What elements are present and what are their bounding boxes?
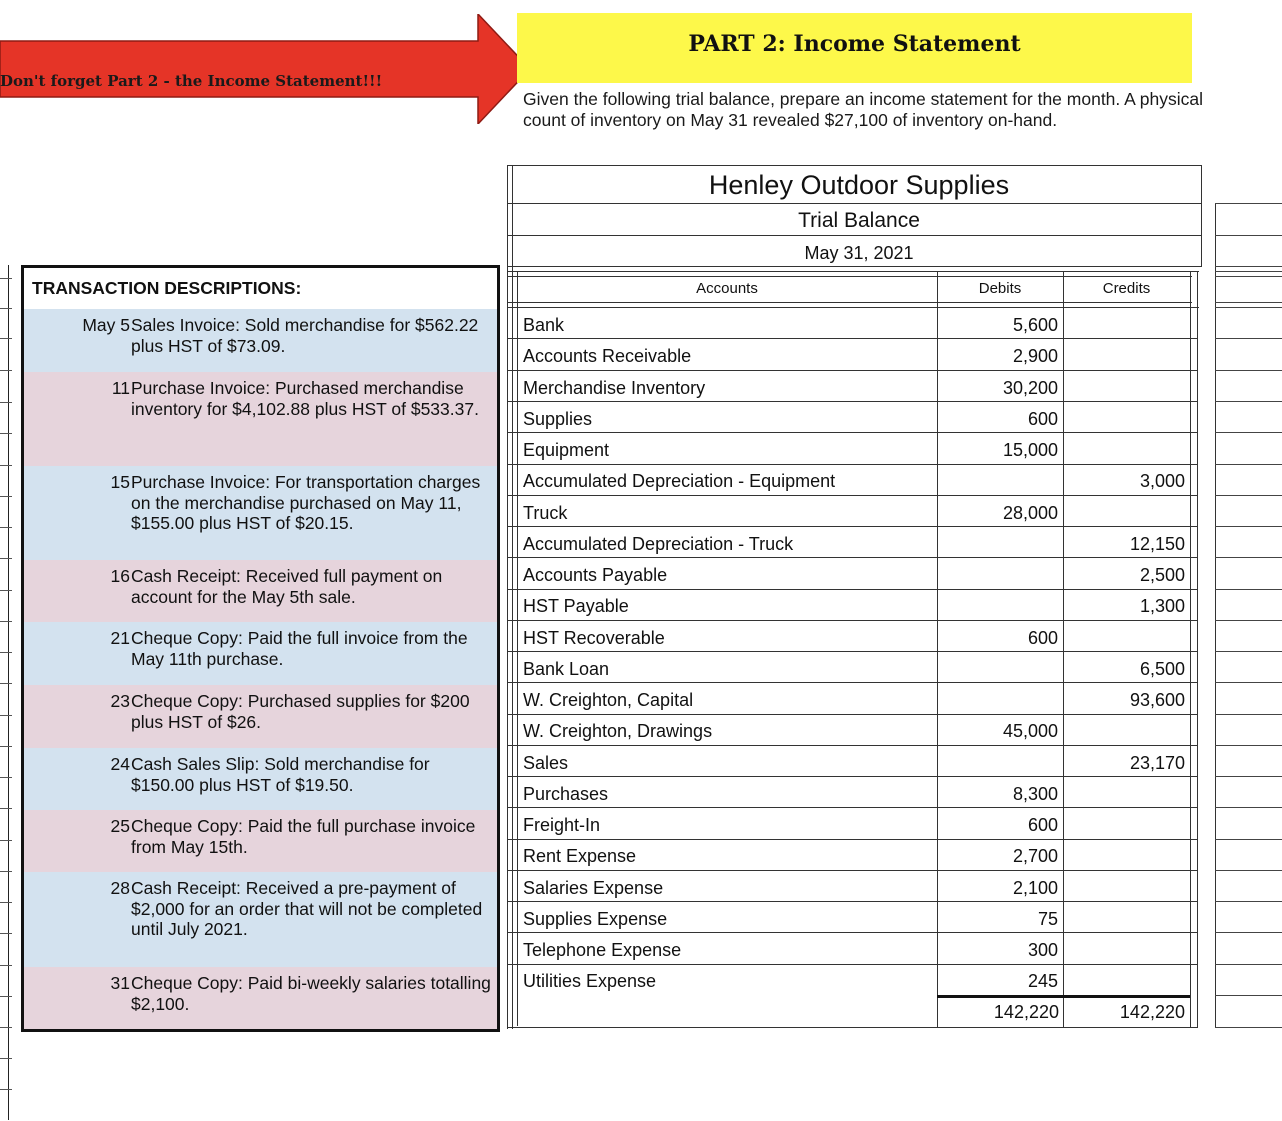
- transaction-text: Cheque Copy: Paid bi-weekly salaries totalling $2,100.: [131, 973, 491, 1014]
- transaction-text: Cheque Copy: Paid the full invoice from the May 11th purchase.: [131, 628, 468, 669]
- transaction-date: May 5: [82, 315, 130, 335]
- transaction-text: Purchase Invoice: Purchased merchandise inventory for $4,102.88 plus HST of $533.37.: [131, 378, 479, 419]
- tb-border-left-inner: [512, 165, 513, 1029]
- account-credit: 23,170: [1129, 753, 1185, 773]
- account-row: [517, 747, 1190, 778]
- account-row: [517, 528, 1190, 559]
- account-debit: 2,700: [1012, 846, 1058, 866]
- account-debit: 8,300: [1012, 784, 1058, 804]
- account-name: Truck: [523, 503, 568, 523]
- account-debit: 600: [1027, 628, 1058, 648]
- account-credit: 2,500: [1139, 565, 1185, 585]
- account-debit: 15,000: [1002, 440, 1058, 460]
- transaction-date: 23: [110, 691, 130, 711]
- account-name: Merchandise Inventory: [523, 378, 706, 398]
- col-debits: Debits: [978, 280, 1022, 297]
- transaction-text: Cheque Copy: Paid the full purchase invoice from May 15th.: [131, 816, 476, 857]
- account-name: Equipment: [523, 440, 610, 460]
- transaction-date: 31: [110, 973, 130, 993]
- transaction-date: 16: [110, 566, 130, 586]
- account-debit: 5,600: [1012, 315, 1058, 335]
- account-row: [517, 590, 1190, 621]
- transaction-text: Cash Receipt: Received full payment on account for the May 5th sale.: [131, 566, 443, 607]
- account-name: W. Creighton, Drawings: [523, 721, 713, 741]
- account-debit: 2,900: [1012, 346, 1058, 366]
- account-name: Supplies: [523, 409, 593, 429]
- account-debit: 245: [1027, 971, 1058, 991]
- account-name: Bank Loan: [523, 659, 610, 679]
- account-credit: 3,000: [1139, 471, 1185, 491]
- account-name: Telephone Expense: [523, 940, 682, 960]
- transaction-text: Purchase Invoice: For transportation charges on the merchandise purchased on May 11, $155.00 plus HST of $20.15.: [131, 472, 481, 533]
- account-name: W. Creighton, Capital: [523, 690, 694, 710]
- account-name: Supplies Expense: [523, 909, 668, 929]
- total-debits: 142,220: [993, 1002, 1059, 1022]
- transaction-text: Sales Invoice: Sold merchandise for $562.22 plus HST of $73.09.: [131, 315, 479, 356]
- total-credits: 142,220: [1119, 1002, 1185, 1022]
- account-row: [517, 622, 1190, 653]
- account-row: [517, 434, 1190, 465]
- account-row: [517, 403, 1190, 434]
- account-name: Accumulated Depreciation - Truck: [523, 534, 794, 554]
- account-name: HST Recoverable: [523, 628, 665, 648]
- account-name: Accounts Receivable: [523, 346, 692, 366]
- transaction-date: 24: [110, 754, 130, 774]
- account-credit: 93,600: [1129, 690, 1185, 710]
- account-debit: 30,200: [1002, 378, 1058, 398]
- account-row: [517, 840, 1190, 871]
- account-row: [517, 903, 1190, 934]
- account-row: [517, 309, 1190, 340]
- transaction-date: 15: [110, 472, 130, 492]
- account-debit: 75: [1037, 909, 1058, 929]
- statement-date: May 31, 2021: [804, 243, 914, 263]
- account-debit: 600: [1027, 409, 1058, 429]
- account-row: [517, 934, 1190, 965]
- account-name: Purchases: [523, 784, 609, 804]
- company-name: Henley Outdoor Supplies: [708, 170, 1010, 200]
- account-row: [517, 778, 1190, 809]
- account-credit: 6,500: [1139, 659, 1185, 679]
- transaction-text: Cheque Copy: Purchased supplies for $200 plus HST of $26.: [131, 691, 470, 732]
- account-row: [517, 715, 1190, 746]
- tb-border-left: [507, 165, 508, 1029]
- account-row: [517, 372, 1190, 403]
- account-name: Bank: [523, 315, 565, 335]
- banner-title: PART 2: Income Statement: [688, 31, 1021, 57]
- account-name: Utilities Expense: [523, 971, 657, 991]
- account-debit: 45,000: [1002, 721, 1058, 741]
- transaction-text: Cash Sales Slip: Sold merchandise for $150.00 plus HST of $19.50.: [131, 754, 430, 795]
- account-debit: 2,100: [1012, 878, 1058, 898]
- account-credit: 1,300: [1139, 596, 1185, 616]
- col-accounts: Accounts: [696, 280, 758, 297]
- account-name: Freight-In: [523, 815, 601, 835]
- transaction-text: Cash Receipt: Received a pre-payment of $2,000 for an order that will not be completed until July 2021.: [131, 878, 483, 939]
- transactions-heading: TRANSACTION DESCRIPTIONS:: [32, 278, 302, 298]
- account-row: [517, 872, 1190, 903]
- col-credits: Credits: [1102, 280, 1151, 297]
- account-row: [517, 653, 1190, 684]
- account-row: [517, 965, 1190, 996]
- transaction-date: 21: [110, 628, 130, 648]
- account-debit: 300: [1027, 940, 1058, 960]
- account-row: [517, 809, 1190, 840]
- account-name: Salaries Expense: [523, 878, 664, 898]
- account-name: Accumulated Depreciation - Equipment: [523, 471, 836, 491]
- account-debit: 28,000: [1002, 503, 1058, 523]
- reminder-text: Don't forget Part 2 - the Income Statement!!!: [0, 72, 383, 90]
- statement-title: Trial Balance: [798, 209, 920, 232]
- account-row: [517, 465, 1190, 496]
- account-row: [517, 497, 1190, 528]
- transaction-date: 28: [110, 878, 130, 898]
- account-credit: 12,150: [1129, 534, 1185, 554]
- account-row: [517, 340, 1190, 371]
- account-name: Rent Expense: [523, 846, 637, 866]
- account-row: [517, 684, 1190, 715]
- transaction-date: 25: [110, 816, 130, 836]
- account-name: Accounts Payable: [523, 565, 668, 585]
- account-name: HST Payable: [523, 596, 629, 616]
- transaction-date: 11: [111, 378, 130, 398]
- account-name: Sales: [523, 753, 569, 773]
- account-debit: 600: [1027, 815, 1058, 835]
- instructions-text: Given the following trial balance, prepare an income statement for the month. A physical count of inventory on May 31 revealed $27,100 of inventory on-hand.: [523, 89, 1203, 130]
- account-row: [517, 559, 1190, 590]
